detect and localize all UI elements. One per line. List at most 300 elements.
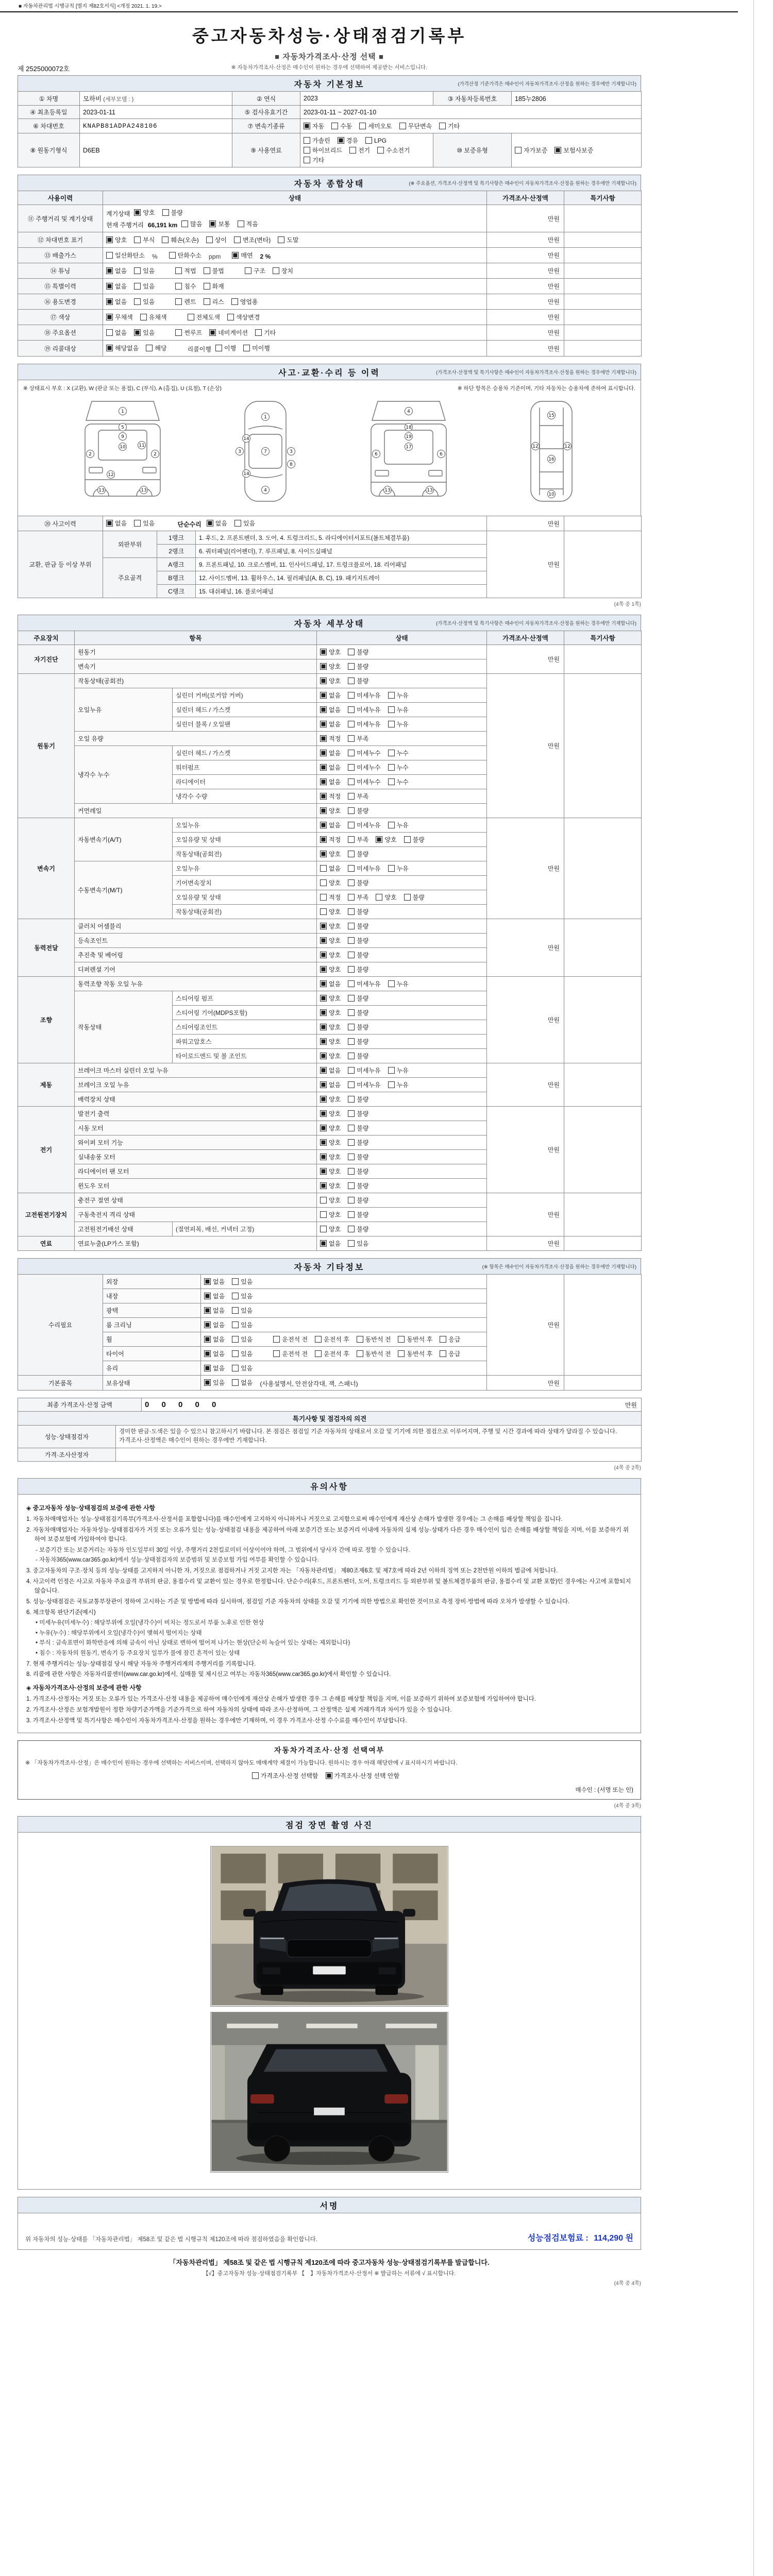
checkbox-box[interactable] [348, 980, 355, 987]
checkbox-box[interactable] [215, 345, 222, 351]
checkbox-box[interactable] [348, 822, 355, 828]
checkbox-option[interactable] [175, 282, 196, 291]
checkbox-option[interactable] [377, 146, 410, 155]
checkbox-box[interactable] [404, 836, 411, 843]
checkbox-option[interactable] [320, 777, 341, 786]
checkbox-box[interactable] [273, 1350, 280, 1357]
checkbox-option[interactable] [348, 965, 368, 974]
checkbox-box[interactable] [388, 706, 395, 713]
checkbox-option[interactable] [320, 763, 341, 772]
checkbox-option[interactable] [348, 1225, 368, 1233]
checkbox-box[interactable] [204, 1336, 211, 1343]
checkbox-option[interactable] [388, 979, 409, 988]
checkbox-option[interactable] [348, 1239, 368, 1248]
checkbox-box[interactable] [439, 123, 446, 129]
checkbox-box[interactable] [234, 520, 241, 527]
checkbox-box[interactable] [245, 267, 251, 274]
checkbox-option[interactable] [304, 146, 342, 155]
checkbox-box[interactable] [134, 298, 141, 305]
checkbox-box[interactable] [320, 1240, 327, 1247]
checkbox-box[interactable] [320, 966, 327, 973]
checkbox-option[interactable] [232, 1306, 253, 1315]
checkbox-option[interactable] [388, 691, 409, 700]
checkbox-box[interactable] [320, 1154, 327, 1160]
checkbox-option[interactable] [232, 251, 253, 260]
checkbox-option[interactable] [320, 936, 341, 945]
checkbox-box[interactable] [348, 793, 355, 800]
checkbox-option[interactable] [320, 1181, 341, 1190]
checkbox-option[interactable] [146, 344, 166, 352]
checkbox-option[interactable] [440, 1335, 460, 1344]
checkbox-box[interactable] [348, 721, 355, 727]
checkbox-option[interactable] [348, 705, 380, 714]
checkbox-option[interactable] [359, 122, 392, 130]
checkbox-box[interactable] [348, 923, 355, 929]
checkbox-option[interactable] [320, 1023, 341, 1031]
checkbox-option[interactable] [388, 864, 409, 873]
checkbox-box[interactable] [348, 1110, 355, 1117]
checkbox-option[interactable] [515, 146, 547, 155]
checkbox-option[interactable] [134, 235, 155, 244]
checkbox-option[interactable] [348, 792, 368, 801]
checkbox-box[interactable] [315, 1350, 322, 1357]
checkbox-option[interactable] [231, 297, 258, 306]
checkbox-option[interactable] [348, 835, 368, 844]
checkbox-box[interactable] [348, 692, 355, 699]
checkbox-box[interactable] [404, 894, 411, 901]
checkbox-option[interactable] [232, 1292, 253, 1300]
checkbox-option[interactable] [204, 1349, 225, 1358]
checkbox-box[interactable] [232, 1321, 239, 1328]
checkbox-option[interactable] [304, 136, 330, 145]
checkbox-option[interactable] [388, 1080, 409, 1089]
checkbox-option[interactable] [348, 1008, 368, 1017]
checkbox-option[interactable] [320, 734, 341, 743]
checkbox-box[interactable] [106, 520, 113, 527]
checkbox-box[interactable] [207, 520, 213, 527]
checkbox-box[interactable] [348, 1154, 355, 1160]
checkbox-option[interactable] [204, 1320, 225, 1329]
checkbox-option[interactable] [348, 979, 380, 988]
checkbox-option[interactable] [315, 1335, 349, 1344]
checkbox-option[interactable] [348, 1167, 368, 1176]
checkbox-box[interactable] [388, 1067, 395, 1074]
checkbox-box[interactable] [106, 329, 113, 336]
checkbox-box[interactable] [348, 908, 355, 915]
checkbox-option[interactable] [388, 749, 409, 757]
checkbox-box[interactable] [320, 1038, 327, 1045]
checkbox-box[interactable] [169, 252, 176, 259]
checkbox-option[interactable] [348, 951, 368, 959]
checkbox-option[interactable] [273, 1335, 308, 1344]
checkbox-option[interactable] [320, 749, 341, 757]
checkbox-box[interactable] [320, 894, 327, 901]
checkbox-option[interactable] [320, 821, 341, 829]
checkbox-box[interactable] [338, 137, 344, 144]
checkbox-option[interactable] [365, 137, 386, 144]
checkbox-box[interactable] [204, 298, 210, 305]
checkbox-box[interactable] [320, 750, 327, 756]
checkbox-option[interactable] [320, 720, 341, 728]
checkbox-box[interactable] [388, 865, 395, 872]
checkbox-option[interactable] [348, 864, 380, 873]
checkbox-box[interactable] [204, 1365, 211, 1371]
checkbox-option[interactable] [338, 136, 358, 145]
checkbox-option[interactable] [273, 1349, 308, 1358]
checkbox-box[interactable] [320, 1067, 327, 1074]
checkbox-box[interactable] [162, 209, 169, 216]
checkbox-option[interactable] [106, 282, 127, 291]
checkbox-option[interactable] [348, 1153, 368, 1161]
checkbox-option[interactable] [348, 893, 368, 902]
checkbox-option[interactable] [320, 979, 341, 988]
checkbox-box[interactable] [320, 735, 327, 742]
checkbox-option[interactable] [348, 648, 368, 656]
checkbox-box[interactable] [348, 663, 355, 670]
checkbox-box[interactable] [348, 1197, 355, 1204]
checkbox-option[interactable] [320, 1167, 341, 1176]
checkbox-box[interactable] [320, 865, 327, 872]
checkbox-box[interactable] [348, 1024, 355, 1030]
checkbox-option[interactable] [398, 1335, 432, 1344]
checkbox-option[interactable] [348, 1109, 368, 1118]
checkbox-box[interactable] [106, 283, 113, 290]
checkbox-option[interactable] [106, 519, 127, 528]
checkbox-box[interactable] [273, 1336, 280, 1343]
checkbox-option[interactable] [204, 1292, 225, 1300]
checkbox-option[interactable] [320, 1080, 341, 1089]
checkbox-option[interactable] [320, 676, 341, 685]
checkbox-box[interactable] [106, 298, 113, 305]
checkbox-option[interactable] [554, 146, 593, 155]
checkbox-option[interactable] [238, 219, 258, 228]
checkbox-box[interactable] [255, 329, 262, 336]
checkbox-option[interactable] [349, 146, 370, 155]
checkbox-option[interactable] [204, 297, 224, 306]
checkbox-option[interactable] [348, 763, 380, 772]
checkbox-box[interactable] [204, 1293, 211, 1299]
checkbox-option[interactable] [348, 720, 380, 728]
checkbox-box[interactable] [320, 879, 327, 886]
checkbox-option[interactable] [207, 519, 227, 528]
checkbox-option[interactable] [320, 1239, 341, 1248]
checkbox-box[interactable] [320, 1197, 327, 1204]
checkbox-option[interactable] [320, 648, 341, 656]
checkbox-box[interactable] [234, 236, 241, 243]
checkbox-box[interactable] [376, 836, 382, 843]
checkbox-box[interactable] [320, 952, 327, 958]
checkbox-option[interactable] [320, 1109, 341, 1118]
checkbox-box[interactable] [348, 1226, 355, 1232]
checkbox-box[interactable] [320, 1139, 327, 1146]
checkbox-option[interactable] [348, 1138, 368, 1147]
checkbox-option[interactable] [348, 777, 380, 786]
checkbox-option[interactable] [245, 266, 265, 275]
checkbox-option[interactable] [106, 313, 133, 321]
checkbox-box[interactable] [348, 1038, 355, 1045]
checkbox-option[interactable] [162, 208, 183, 217]
checkbox-option[interactable] [320, 864, 341, 873]
checkbox-box[interactable] [320, 995, 327, 1002]
checkbox-option[interactable] [175, 328, 202, 337]
checkbox-option[interactable] [134, 328, 155, 337]
checkbox-box[interactable] [348, 764, 355, 771]
checkbox-box[interactable] [134, 209, 141, 216]
checkbox-box[interactable] [204, 1307, 211, 1314]
checkbox-box[interactable] [106, 252, 113, 259]
checkbox-option[interactable] [209, 219, 230, 228]
checkbox-option[interactable] [320, 1052, 341, 1060]
checkbox-option[interactable] [320, 951, 341, 959]
checkbox-option[interactable] [106, 297, 127, 306]
checkbox-option[interactable] [320, 1008, 341, 1017]
checkbox-box[interactable] [388, 764, 395, 771]
checkbox-box[interactable] [388, 1081, 395, 1088]
checkbox-box[interactable] [204, 1278, 211, 1285]
checkbox-box[interactable] [348, 649, 355, 655]
checkbox-box[interactable] [376, 894, 382, 901]
checkbox-box[interactable] [399, 123, 406, 129]
checkbox-option[interactable] [234, 235, 271, 244]
checkbox-box[interactable] [175, 267, 182, 274]
checkbox-option[interactable] [348, 936, 368, 945]
checkbox-box[interactable] [315, 1336, 322, 1343]
checkbox-option[interactable] [162, 235, 198, 244]
checkbox-option[interactable] [320, 662, 341, 671]
checkbox-option[interactable] [398, 1349, 432, 1358]
checkbox-box[interactable] [204, 283, 210, 290]
checkbox-box[interactable] [320, 677, 327, 684]
checkbox-box[interactable] [320, 1168, 327, 1175]
checkbox-box[interactable] [348, 677, 355, 684]
checkbox-box[interactable] [320, 908, 327, 915]
checkbox-box[interactable] [320, 1053, 327, 1059]
checkbox-box[interactable] [304, 137, 310, 144]
checkbox-option[interactable] [234, 519, 255, 528]
checkbox-option[interactable] [348, 1037, 368, 1046]
checkbox-option[interactable] [348, 922, 368, 930]
checkbox-box[interactable] [232, 1350, 239, 1357]
checkbox-option[interactable] [227, 313, 260, 321]
checkbox-option[interactable] [348, 1181, 368, 1190]
checkbox-box[interactable] [238, 221, 244, 227]
checkbox-box[interactable] [134, 283, 141, 290]
checkbox-option[interactable] [388, 821, 409, 829]
checkbox-box[interactable] [162, 236, 169, 243]
checkbox-option[interactable] [357, 1335, 391, 1344]
checkbox-box[interactable] [388, 721, 395, 727]
checkbox-option[interactable] [440, 1349, 460, 1358]
checkbox-box[interactable] [357, 1336, 363, 1343]
checkbox-option[interactable] [348, 1095, 368, 1104]
checkbox-box[interactable] [204, 1350, 211, 1357]
checkbox-option[interactable] [232, 1277, 253, 1286]
checkbox-option[interactable] [232, 1320, 253, 1329]
checkbox-box[interactable] [106, 345, 113, 351]
checkbox-box[interactable] [146, 345, 153, 351]
checkbox-option[interactable] [348, 1052, 368, 1060]
checkbox-box[interactable] [204, 267, 210, 274]
checkbox-box[interactable] [388, 822, 395, 828]
checkbox-option[interactable] [326, 1771, 400, 1780]
checkbox-box[interactable] [388, 778, 395, 785]
checkbox-box[interactable] [348, 851, 355, 857]
checkbox-box[interactable] [134, 329, 141, 336]
checkbox-box[interactable] [326, 1772, 332, 1779]
checkbox-option[interactable] [320, 1138, 341, 1147]
checkbox-box[interactable] [320, 1182, 327, 1189]
checkbox-box[interactable] [348, 836, 355, 843]
checkbox-option[interactable] [232, 1364, 253, 1372]
checkbox-option[interactable] [320, 792, 341, 801]
checkbox-box[interactable] [554, 147, 561, 154]
checkbox-box[interactable] [348, 1211, 355, 1218]
checkbox-box[interactable] [348, 1125, 355, 1131]
checkbox-box[interactable] [348, 952, 355, 958]
checkbox-box[interactable] [232, 1336, 239, 1343]
checkbox-box[interactable] [320, 1096, 327, 1103]
checkbox-box[interactable] [348, 937, 355, 944]
checkbox-box[interactable] [320, 807, 327, 814]
checkbox-box[interactable] [304, 123, 310, 129]
checkbox-box[interactable] [388, 692, 395, 699]
checkbox-option[interactable] [348, 1023, 368, 1031]
checkbox-option[interactable] [215, 344, 236, 352]
checkbox-option[interactable] [320, 1037, 341, 1046]
checkbox-option[interactable] [204, 266, 224, 275]
checkbox-option[interactable] [331, 122, 352, 130]
checkbox-box[interactable] [320, 1009, 327, 1016]
checkbox-box[interactable] [320, 1024, 327, 1030]
checkbox-box[interactable] [348, 1067, 355, 1074]
checkbox-option[interactable] [255, 328, 276, 337]
checkbox-option[interactable] [106, 328, 127, 337]
checkbox-box[interactable] [304, 157, 310, 163]
checkbox-option[interactable] [388, 777, 409, 786]
checkbox-box[interactable] [365, 137, 372, 144]
checkbox-box[interactable] [209, 221, 216, 227]
checkbox-option[interactable] [304, 156, 324, 164]
checkbox-box[interactable] [348, 879, 355, 886]
checkbox-box[interactable] [320, 1125, 327, 1131]
checkbox-option[interactable] [348, 1080, 380, 1089]
checkbox-box[interactable] [348, 995, 355, 1002]
checkbox-box[interactable] [348, 807, 355, 814]
checkbox-option[interactable] [388, 1066, 409, 1075]
checkbox-box[interactable] [209, 329, 216, 336]
checkbox-box[interactable] [252, 1772, 259, 1779]
checkbox-option[interactable] [348, 1196, 368, 1205]
checkbox-option[interactable] [140, 313, 167, 321]
checkbox-option[interactable] [388, 763, 409, 772]
checkbox-option[interactable] [181, 219, 202, 228]
checkbox-box[interactable] [320, 1081, 327, 1088]
checkbox-box[interactable] [227, 314, 234, 320]
checkbox-option[interactable] [134, 519, 155, 528]
checkbox-box[interactable] [320, 980, 327, 987]
checkbox-box[interactable] [359, 123, 366, 129]
checkbox-box[interactable] [320, 649, 327, 655]
checkbox-option[interactable] [399, 122, 432, 130]
checkbox-box[interactable] [348, 1168, 355, 1175]
checkbox-box[interactable] [349, 147, 356, 154]
checkbox-box[interactable] [348, 1096, 355, 1103]
checkbox-box[interactable] [320, 851, 327, 857]
checkbox-box[interactable] [348, 706, 355, 713]
checkbox-option[interactable] [348, 662, 368, 671]
checkbox-option[interactable] [320, 850, 341, 858]
checkbox-box[interactable] [348, 735, 355, 742]
checkbox-option[interactable] [348, 994, 368, 1003]
checkbox-box[interactable] [304, 147, 310, 154]
checkbox-option[interactable] [232, 1349, 253, 1358]
checkbox-option[interactable] [320, 922, 341, 930]
checkbox-option[interactable] [175, 297, 196, 306]
checkbox-option[interactable] [204, 282, 224, 291]
checkbox-option[interactable] [320, 1210, 341, 1219]
checkbox-option[interactable] [320, 1225, 341, 1233]
checkbox-box[interactable] [440, 1350, 446, 1357]
checkbox-box[interactable] [515, 147, 522, 154]
checkbox-box[interactable] [320, 764, 327, 771]
checkbox-box[interactable] [204, 1321, 211, 1328]
checkbox-option[interactable] [388, 705, 409, 714]
checkbox-box[interactable] [348, 966, 355, 973]
checkbox-option[interactable] [404, 835, 425, 844]
checkbox-box[interactable] [232, 1307, 239, 1314]
checkbox-box[interactable] [232, 252, 239, 259]
checkbox-option[interactable] [404, 893, 425, 902]
checkbox-option[interactable] [232, 1378, 253, 1387]
checkbox-box[interactable] [106, 267, 113, 274]
checkbox-box[interactable] [348, 1240, 355, 1247]
checkbox-box[interactable] [348, 1139, 355, 1146]
checkbox-box[interactable] [181, 221, 188, 227]
checkbox-box[interactable] [398, 1336, 405, 1343]
checkbox-option[interactable] [348, 734, 368, 743]
checkbox-box[interactable] [320, 793, 327, 800]
checkbox-option[interactable] [320, 835, 341, 844]
checkbox-box[interactable] [273, 267, 279, 274]
checkbox-option[interactable] [169, 251, 201, 260]
checkbox-option[interactable] [348, 691, 380, 700]
checkbox-box[interactable] [320, 1110, 327, 1117]
checkbox-box[interactable] [348, 894, 355, 901]
checkbox-option[interactable] [348, 907, 368, 916]
checkbox-box[interactable] [106, 236, 113, 243]
checkbox-option[interactable] [320, 994, 341, 1003]
checkbox-box[interactable] [320, 836, 327, 843]
checkbox-option[interactable] [106, 266, 127, 275]
checkbox-box[interactable] [320, 721, 327, 727]
checkbox-box[interactable] [357, 1350, 363, 1357]
checkbox-box[interactable] [320, 663, 327, 670]
checkbox-option[interactable] [320, 893, 341, 902]
checkbox-box[interactable] [320, 937, 327, 944]
checkbox-box[interactable] [134, 236, 141, 243]
checkbox-box[interactable] [398, 1350, 405, 1357]
checkbox-option[interactable] [204, 1378, 225, 1387]
checkbox-box[interactable] [348, 1081, 355, 1088]
checkbox-box[interactable] [134, 267, 141, 274]
checkbox-option[interactable] [348, 749, 380, 757]
checkbox-box[interactable] [348, 1053, 355, 1059]
checkbox-box[interactable] [243, 345, 250, 351]
checkbox-option[interactable] [348, 878, 368, 887]
checkbox-box[interactable] [140, 314, 147, 320]
checkbox-box[interactable] [348, 750, 355, 756]
checkbox-box[interactable] [388, 750, 395, 756]
